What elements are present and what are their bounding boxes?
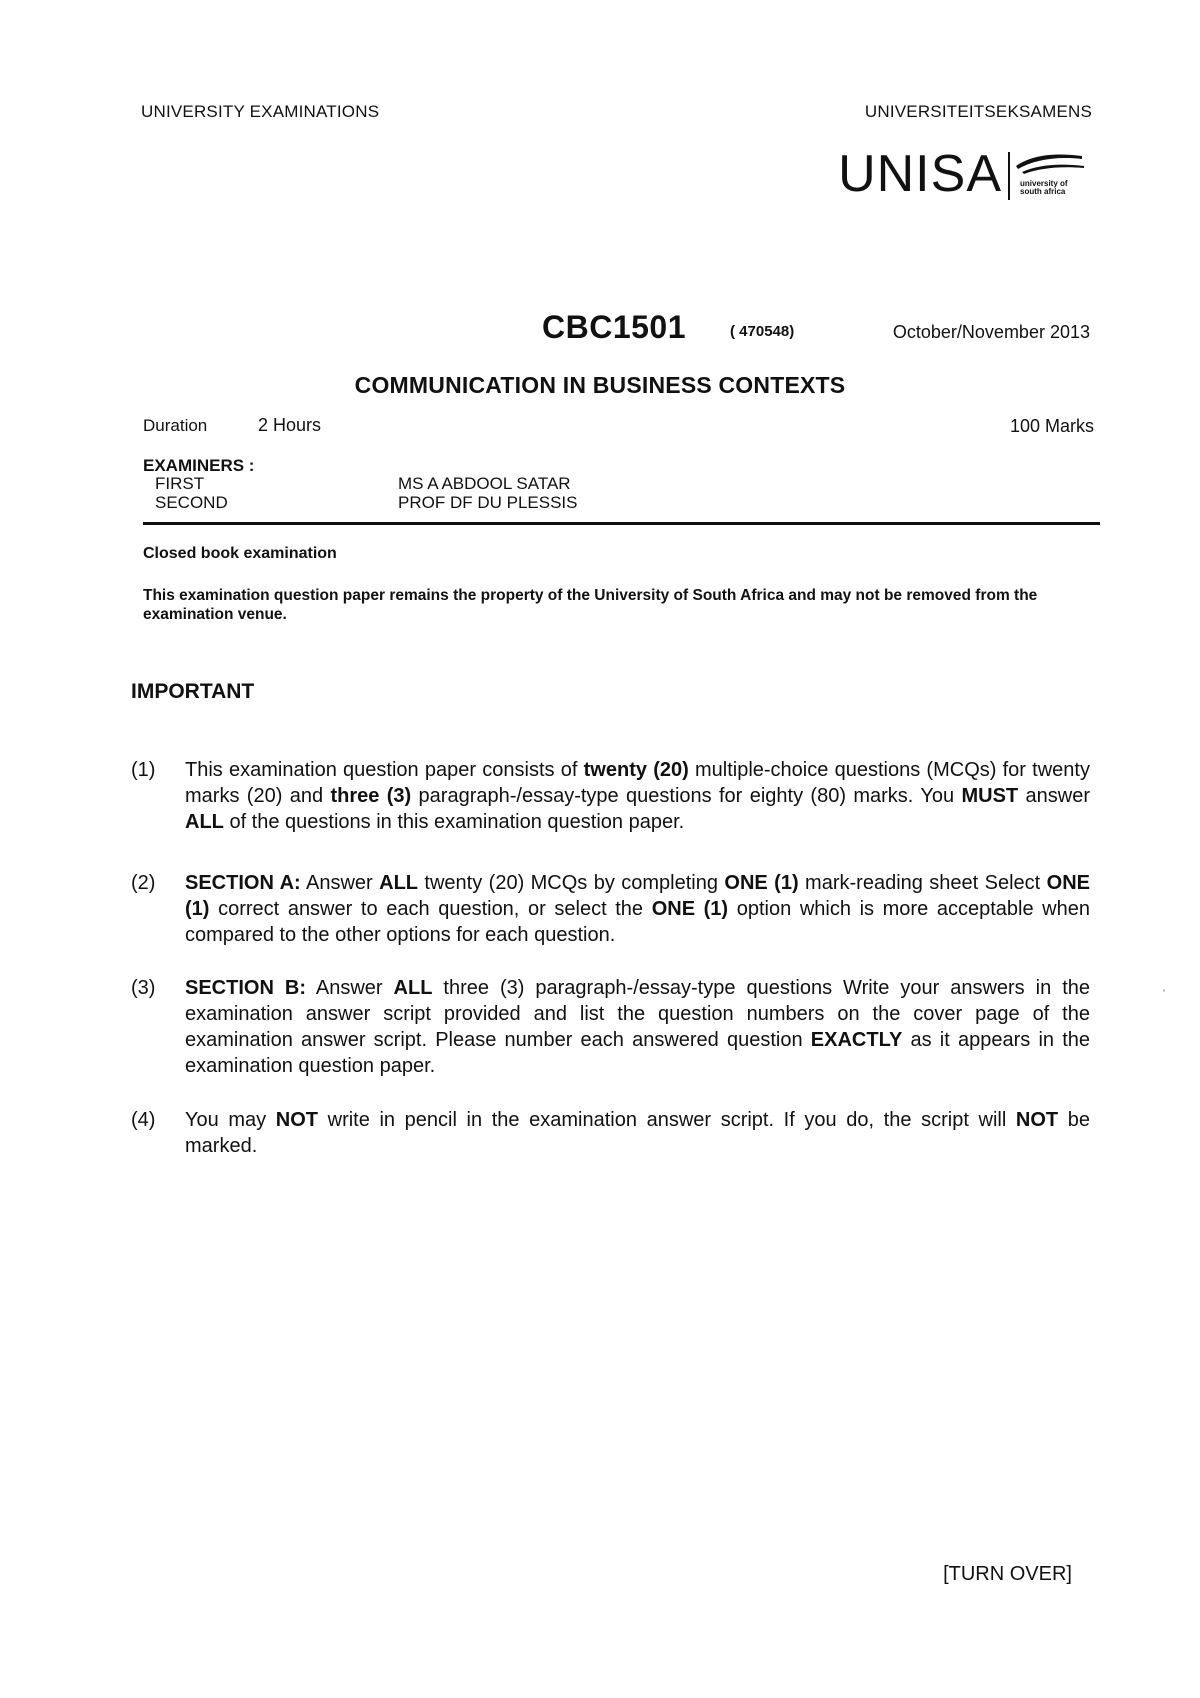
instruction-item <box>131 870 1091 948</box>
instruction-number: (1) <box>131 759 156 781</box>
duration-label: Duration <box>143 416 208 435</box>
important-heading: IMPORTANT <box>131 680 255 703</box>
header-left: UNIVERSITY EXAMINATIONS <box>141 102 380 121</box>
unisa-logo <box>838 136 1084 203</box>
instruction-text: SECTION B: Answer ALL three (3) paragraph-/essay-type questions Write your answers in the examination answer script provided and list the question numbers on the cover page of the examination answer script. Please number each answered question EXACTLY as it appears in the examination question paper. <box>185 977 1091 1077</box>
module-code: CBC1501 <box>542 309 687 345</box>
examiners-heading: EXAMINERS : <box>143 456 255 475</box>
header-divider <box>143 522 1100 525</box>
header-right: UNIVERSITEITSEKSAMENS <box>864 102 1092 121</box>
stray-mark: ‘ <box>1163 988 1166 999</box>
logo-wordmark: UNISA <box>838 145 1002 203</box>
instruction-number: (4) <box>131 1109 156 1131</box>
logo-tagline: university of south africa <box>1020 179 1068 196</box>
duration-value: 2 Hours <box>258 415 322 435</box>
module-title: COMMUNICATION IN BUSINESS CONTEXTS <box>354 372 846 398</box>
second-examiner-role: SECOND <box>155 493 228 512</box>
unique-number: ( 470548) <box>730 323 795 340</box>
instruction-number: (3) <box>131 977 156 999</box>
first-examiner-name: MS A ABDOOL SATAR <box>398 474 571 493</box>
exam-period: October/November 2013 <box>892 322 1090 342</box>
total-marks: 100 Marks <box>1009 416 1094 436</box>
closed-book-note: Closed book examination <box>143 545 337 562</box>
first-examiner-role: FIRST <box>155 474 205 493</box>
second-examiner-name: PROF DF DU PLESSIS <box>398 493 578 512</box>
instruction-text: You may NOT write in pencil in the examination answer script. If you do, the script will NOT be marked. <box>185 1109 1090 1157</box>
instruction-number: (2) <box>131 872 156 894</box>
instruction-item <box>131 757 1091 835</box>
instruction-item <box>131 1107 1091 1159</box>
instruction-text: This examination question paper consists of twenty (20) multiple-choice questions (MCQs) for twenty marks (20) and three (3) paragraph-/essay-type questions for eighty (80) marks. You MUST answer ALL of the questions in this examination question paper. <box>185 759 1090 833</box>
instruction-text: SECTION A: Answer ALL twenty (20) MCQs by completing ONE (1) mark-reading sheet Select ONE (1) correct answer to each question, or select the ONE (1) option which is more acceptable when compared to the other options for each question. <box>185 872 1091 946</box>
turn-over-note: [TURN OVER] <box>943 1563 1072 1585</box>
instruction-item <box>131 975 1091 1079</box>
logo-emblem-icon <box>1008 152 1084 200</box>
property-note: This examination question paper remains the property of the University of South Africa and may not be removed from the examination venue. <box>143 587 1038 623</box>
